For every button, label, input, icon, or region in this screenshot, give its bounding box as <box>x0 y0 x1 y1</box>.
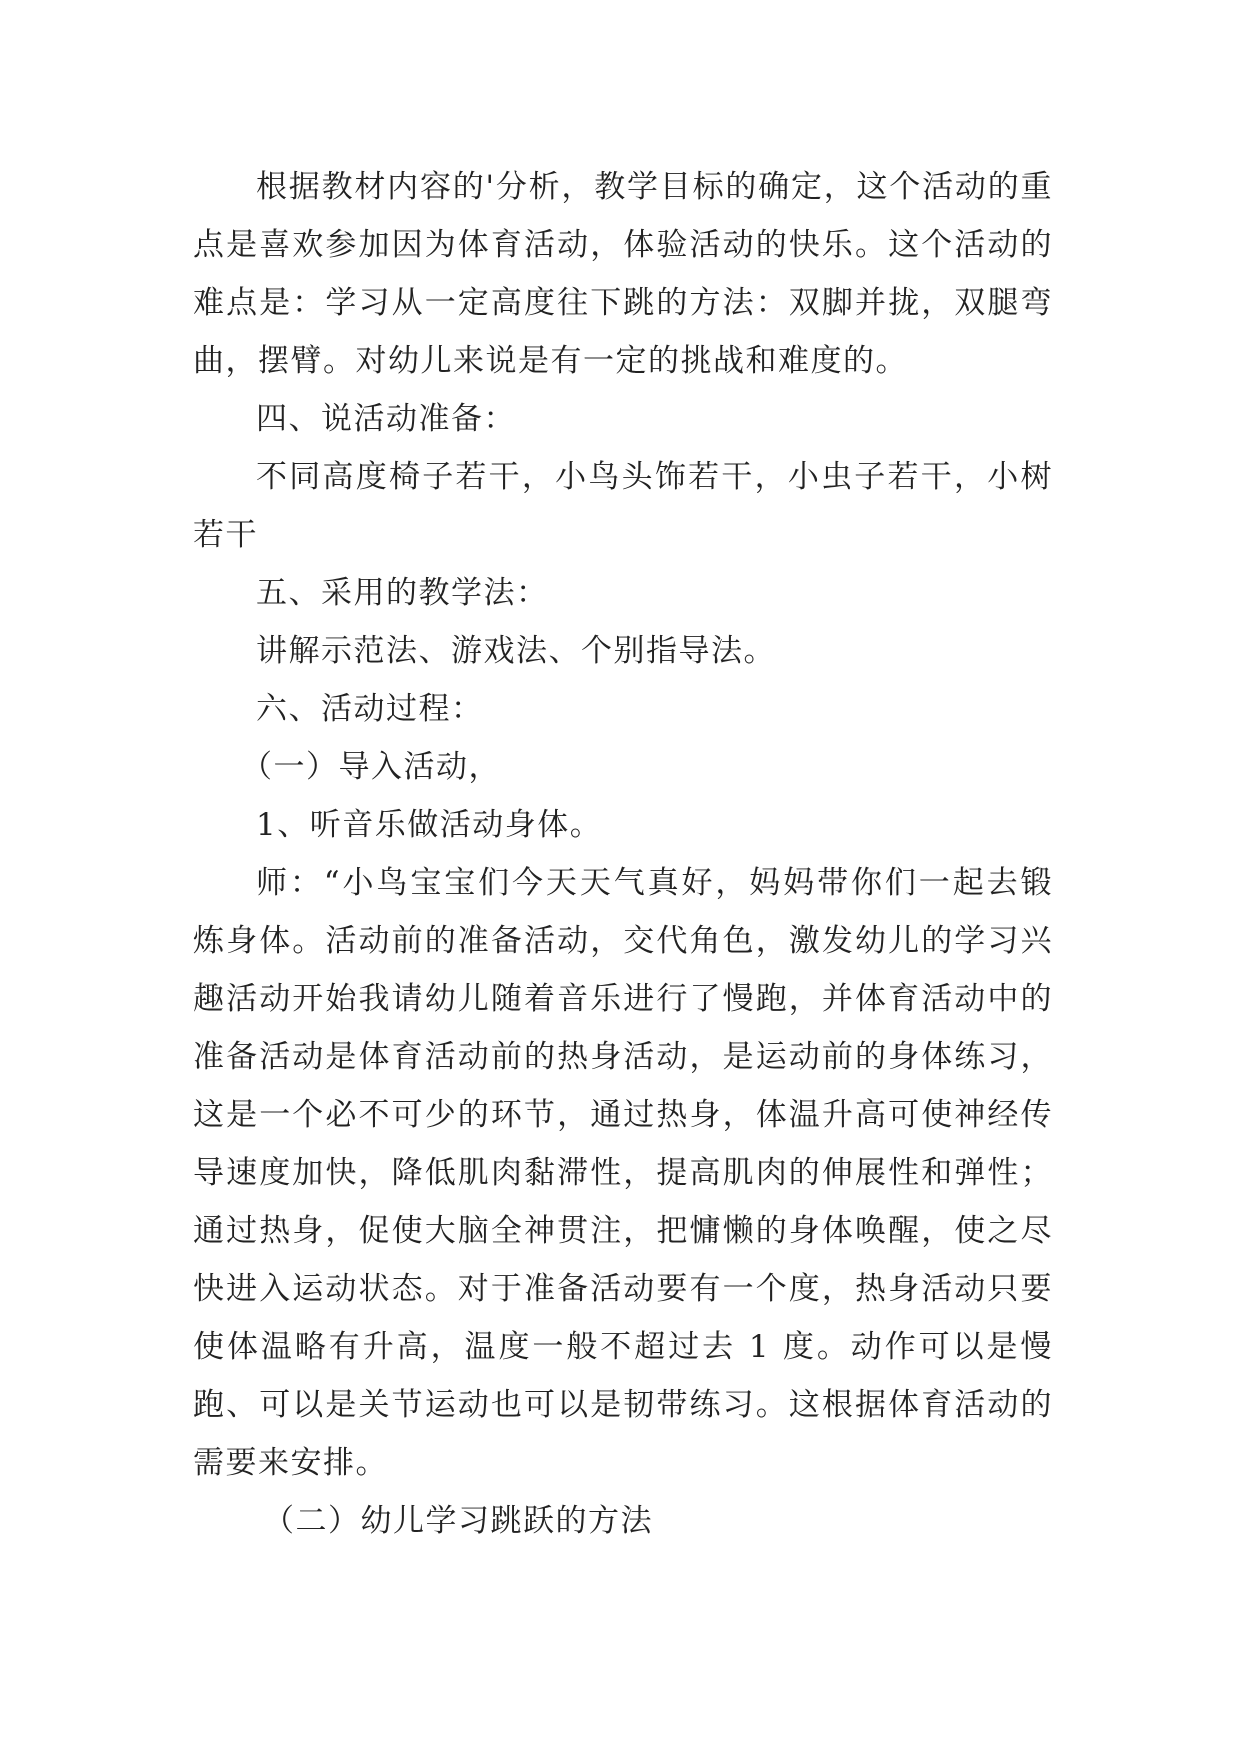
heading-teaching-methods: 五、采用的教学法： <box>256 575 549 611</box>
heading-activity-process: 六、活动过程： <box>256 691 484 727</box>
paragraph-methods-list: 讲解示范法、游戏法、个别指导法。 <box>256 633 776 669</box>
list-item-music-warmup: 1、听音乐做活动身体。 <box>256 807 603 843</box>
subheading-introduction: （一）导入活动， <box>241 749 501 785</box>
paragraph-teacher-warmup: 师：“小鸟宝宝们今天天气真好，妈妈带你们一起去锻炼身体。活动前的准备活动，交代角色，激发幼儿的学习兴趣活动开始我请幼儿随着音乐进行了慢跑，并体育活动中的准备活动是体育活动前的热身活动，是运动前的身体练习，这是一个必不可少的环节，通过热身，体温升高可使神经传导速度加快，降低肌肉黏滞性，提高肌肉的伸展性和弹性；通过热身，促使大脑全神贯注，把慵懒的身体唤醒，使之尽快进入运动状态。对于准备活动要有一个度，热身活动只要使体温略有升高，温度一般不超过去 1 度。动作可以是慢跑、可以是关节运动也可以是韧带练习。这根据体育活动的需要来安排。 <box>193 865 1053 1481</box>
paragraph-difficulty: 根据教材内容的'分析，教学目标的确定，这个活动的重点是喜欢参加因为体育活动，体验活动的快乐。这个活动的难点是：学习从一定高度往下跳的方法：双脚并拢，双腿弯曲，摆臂。对幼儿来说是有一定的挑战和难度的。 <box>193 169 1053 379</box>
heading-activity-preparation: 四、说活动准备： <box>256 401 516 437</box>
paragraph-materials: 不同高度椅子若干，小鸟头饰若干，小虫子若干，小树若干 <box>193 459 1053 553</box>
subheading-jumping-method: （二）幼儿学习跳跃的方法 <box>263 1503 653 1539</box>
document-body <box>193 158 1053 1550</box>
